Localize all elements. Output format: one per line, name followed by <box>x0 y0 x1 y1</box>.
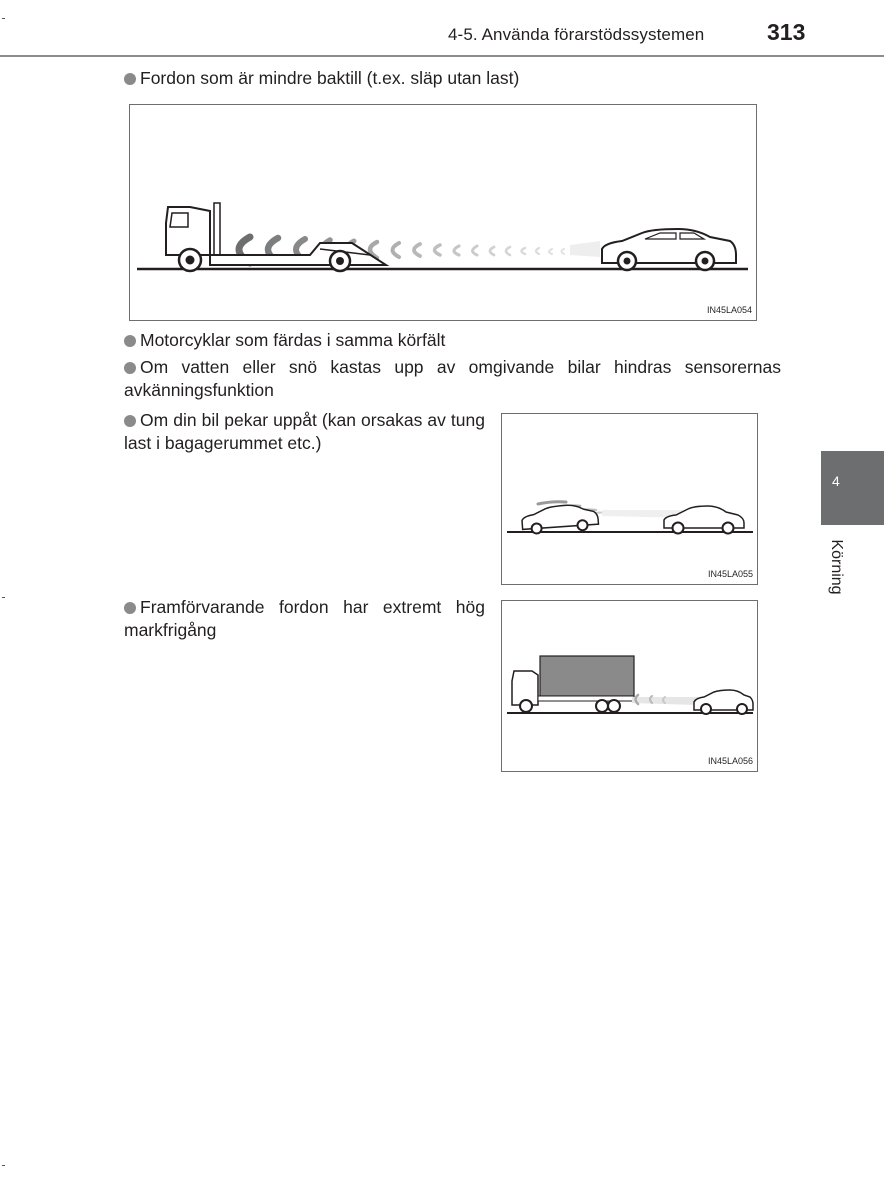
bullet-item <box>124 409 485 455</box>
bullet-text: Om vatten eller snö kastas upp av omgivande bilar hindras sensorernas avkänningsfunktion <box>124 357 781 400</box>
bullet-item <box>124 329 784 352</box>
figure-code: IN45LA055 <box>707 569 753 579</box>
section-title: 4-5. Använda förarstödssystemen <box>448 25 705 44</box>
page-number: 313 <box>767 19 806 45</box>
figure-code: IN45LA054 <box>706 305 752 315</box>
bullet-text: Motorcyklar som färdas i samma körfält <box>140 330 446 350</box>
chapter-number: 4 <box>832 473 840 489</box>
figure-high-clearance-truck <box>501 600 758 772</box>
trailer-radar-illustration <box>130 105 758 322</box>
chapter-label-text: Körning <box>828 539 845 595</box>
bullet-item <box>124 596 485 642</box>
bullet-dot-icon <box>124 602 136 614</box>
bullet-dot-icon <box>124 73 136 85</box>
bullet-item <box>124 356 781 402</box>
bullet-dot-icon <box>124 362 136 374</box>
bullet-dot-icon <box>124 415 136 427</box>
chapter-tab[interactable] <box>821 451 884 525</box>
figure-trailer-radar <box>129 104 757 321</box>
crop-mark <box>2 1165 5 1166</box>
crop-mark <box>2 18 5 19</box>
car-pitched-up-illustration <box>502 414 759 586</box>
bullet-text: Om din bil pekar uppåt (kan orsakas av tung last i bagagerummet etc.) <box>124 410 485 453</box>
high-clearance-truck-illustration <box>502 601 759 773</box>
bullet-text: Fordon som är mindre baktill (t.ex. släp utan last) <box>140 68 520 88</box>
bullet-item <box>124 67 784 90</box>
crop-mark <box>2 597 5 598</box>
figure-car-pitched-up <box>501 413 758 585</box>
figure-code: IN45LA056 <box>707 756 753 766</box>
bullet-dot-icon <box>124 335 136 347</box>
bullet-text: Framförvarande fordon har extremt hög markfrigång <box>124 597 485 640</box>
header-rule <box>0 55 884 57</box>
